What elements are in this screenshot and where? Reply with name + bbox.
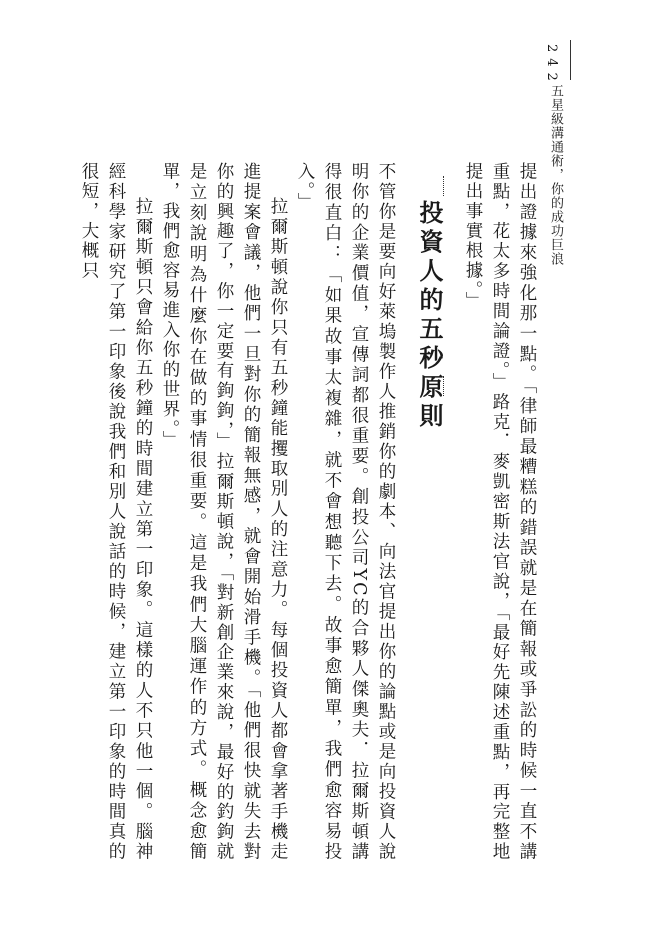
title-rule-top: [443, 176, 445, 196]
body-text: [79, 162, 540, 862]
section-title: [409, 162, 449, 862]
title-rule-bottom: [443, 376, 445, 396]
paragraph: 拉爾斯頓說你只有五秒鐘能攫取別人的注意力。每個投資人都會拿著手機走進提案會議，他們一旦對你的簡報無感，就會開始滑手機。「他們很快就失去對你的興趣了，你一定要有鉤鉤，」拉爾斯頓說，「對新創企業來說，最好的釣鉤就是立刻說明為什麼你在做的事情很重要。這是我們大腦運作的方式。概念愈簡單，我們愈容易進入你的世界。」: [160, 162, 288, 862]
paragraph-continued: 提出證據來強化那一點。「律師最糟糕的錯誤就是在簡報或爭訟的時候一直不講重點，花太多時間論證。」路克．麥凱密斯法官說，「最好先陳述重點，再完整地提出事實根據。」: [463, 162, 537, 862]
header-rule: [570, 40, 571, 80]
paragraph: 拉爾斯頓只會給你五秒鐘的時間建立第一印象。這樣的人不只他一個。腦神經科學家研究了第一印象後說我們和別人說話的時候，建立第一印象的時間真的很短，大概只: [79, 162, 153, 862]
section-title-text: 投資人的五秒原則: [415, 200, 444, 432]
paragraph: 不管你是要向好萊塢製作人推銷你的劇本、向法官提出你的論點或是向投資人說明你的企業價值，宣傳詞都很重要。創投公司YC的合夥人傑奧夫．拉爾斯頓講得很直白：「如果故事太複雜，就不會想聽下去。故事愈簡單，我們愈容易投入。」: [295, 162, 396, 862]
page-number: 242: [544, 44, 559, 87]
running-header-book-title: 五星級溝通術，你的成功巨浪: [548, 84, 563, 266]
